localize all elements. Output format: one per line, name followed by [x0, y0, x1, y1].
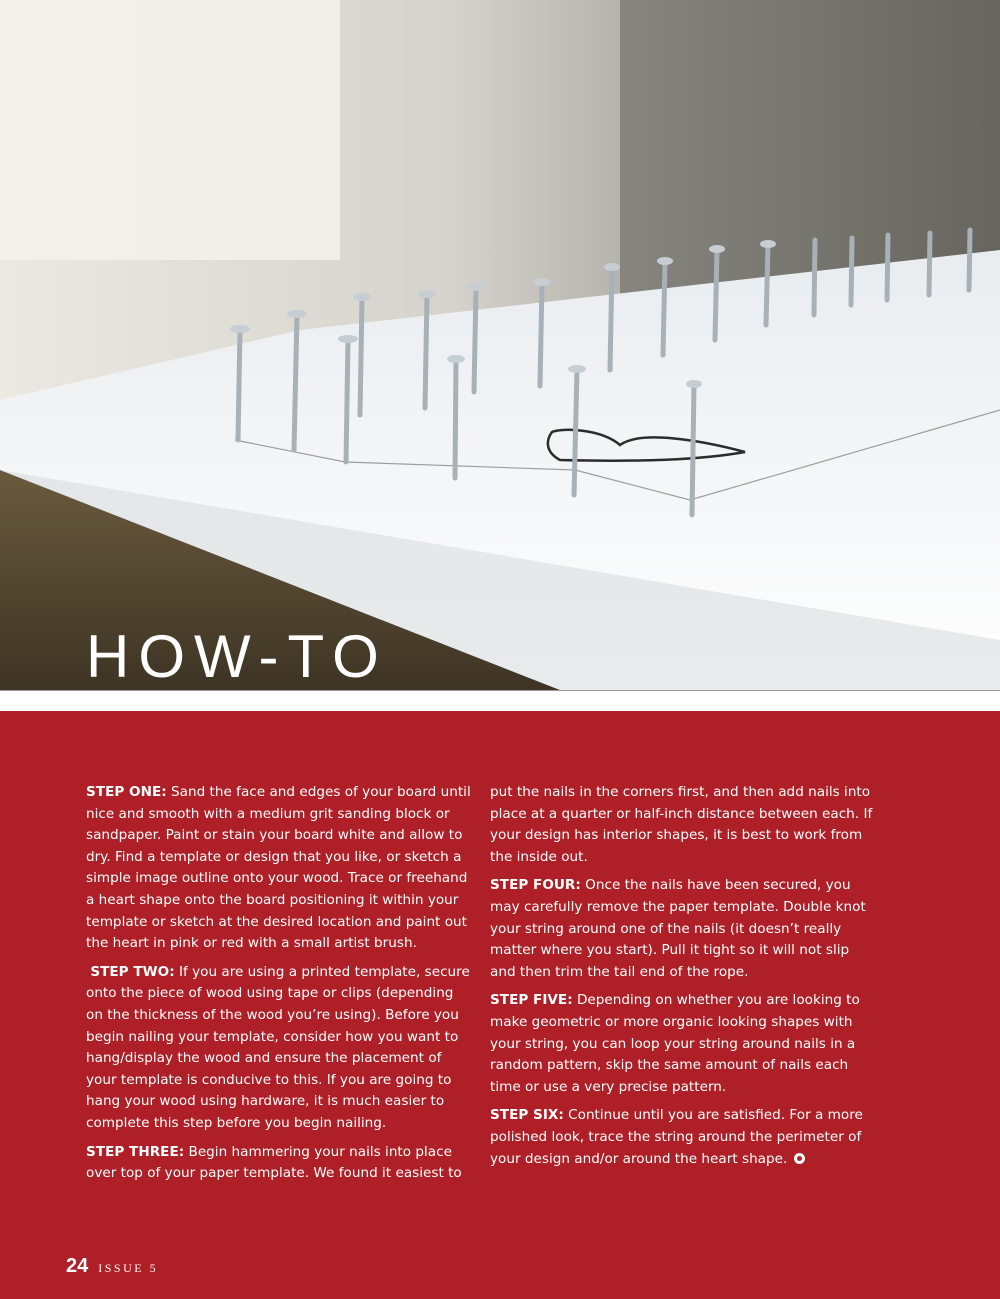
header-divider	[0, 690, 1000, 691]
step-one-paragraph	[86, 782, 474, 955]
issue-label: ISSUE 5	[98, 1261, 159, 1275]
article-right-column	[490, 782, 875, 1177]
step-three-continued-text: put the nails in the corners first, and then add nails into place at a quarter or half-inch distance between each. If your design has interior shapes, it is best to work from the inside out.	[490, 784, 873, 865]
step-three-label: STEP THREE:	[86, 1143, 185, 1160]
step-six-label: STEP SIX:	[490, 1107, 564, 1124]
step-five-text: Depending on whether you are looking to make geometric or more organic looking shapes with your string, you can loop your string around nails in a random pattern, skip the same amount of nails each time or use a very precise pattern.	[490, 992, 860, 1095]
step-four-label: STEP FOUR:	[490, 877, 581, 894]
step-one-text: Sand the face and edges of your board until nice and smooth with a medium grit sanding block or sandpaper. Paint or stain your board white and allow to dry. Find a template or design that you like, or sketch a simple image outline onto your wood. Trace or freehand a heart shape onto the board positioning it within your template or sketch at the desired location and paint out the heart in pink or red with a small artist brush.	[86, 784, 471, 952]
step-four-text: Once the nails have been secured, you may carefully remove the paper template. Double knot your string around one of the nails (it doesn’t really matter where you start). Pull it tight so it will not slip and then trim the tail end of the rope.	[490, 877, 866, 980]
step-six-text: Continue until you are satisfied. For a more polished look, trace the string around the perimeter of your design and/or around the heart shape.	[490, 1107, 863, 1167]
end-of-article-icon	[794, 1153, 805, 1164]
step-two-label: STEP TWO:	[90, 963, 175, 980]
section-title: HOW-TO	[86, 623, 388, 690]
page-number: 24	[66, 1255, 89, 1277]
step-five-label: STEP FIVE:	[490, 992, 573, 1009]
step-two-text: If you are using a printed template, secure onto the piece of wood using tape or clips (depending on the thickness of the wood you’re using). Before you begin nailing your template, consider how you want to hang/display the wood and ensure the placement of your template is conducive to this. If you are going to hang your wood using hardware, it is much easier to complete this step before you begin nailing.	[86, 963, 470, 1131]
step-three-continued-paragraph	[490, 782, 875, 868]
step-six-paragraph	[490, 1105, 875, 1170]
page-footer	[66, 1255, 158, 1278]
step-two-paragraph	[86, 962, 474, 1135]
step-three-paragraph	[86, 1142, 474, 1185]
article-left-column	[86, 782, 474, 1192]
step-three-text: Begin hammering your nails into place over top of your paper template. We found it easiest to	[86, 1143, 462, 1182]
step-one-label: STEP ONE:	[86, 784, 167, 800]
step-five-paragraph	[490, 990, 875, 1098]
step-four-paragraph	[490, 875, 875, 983]
